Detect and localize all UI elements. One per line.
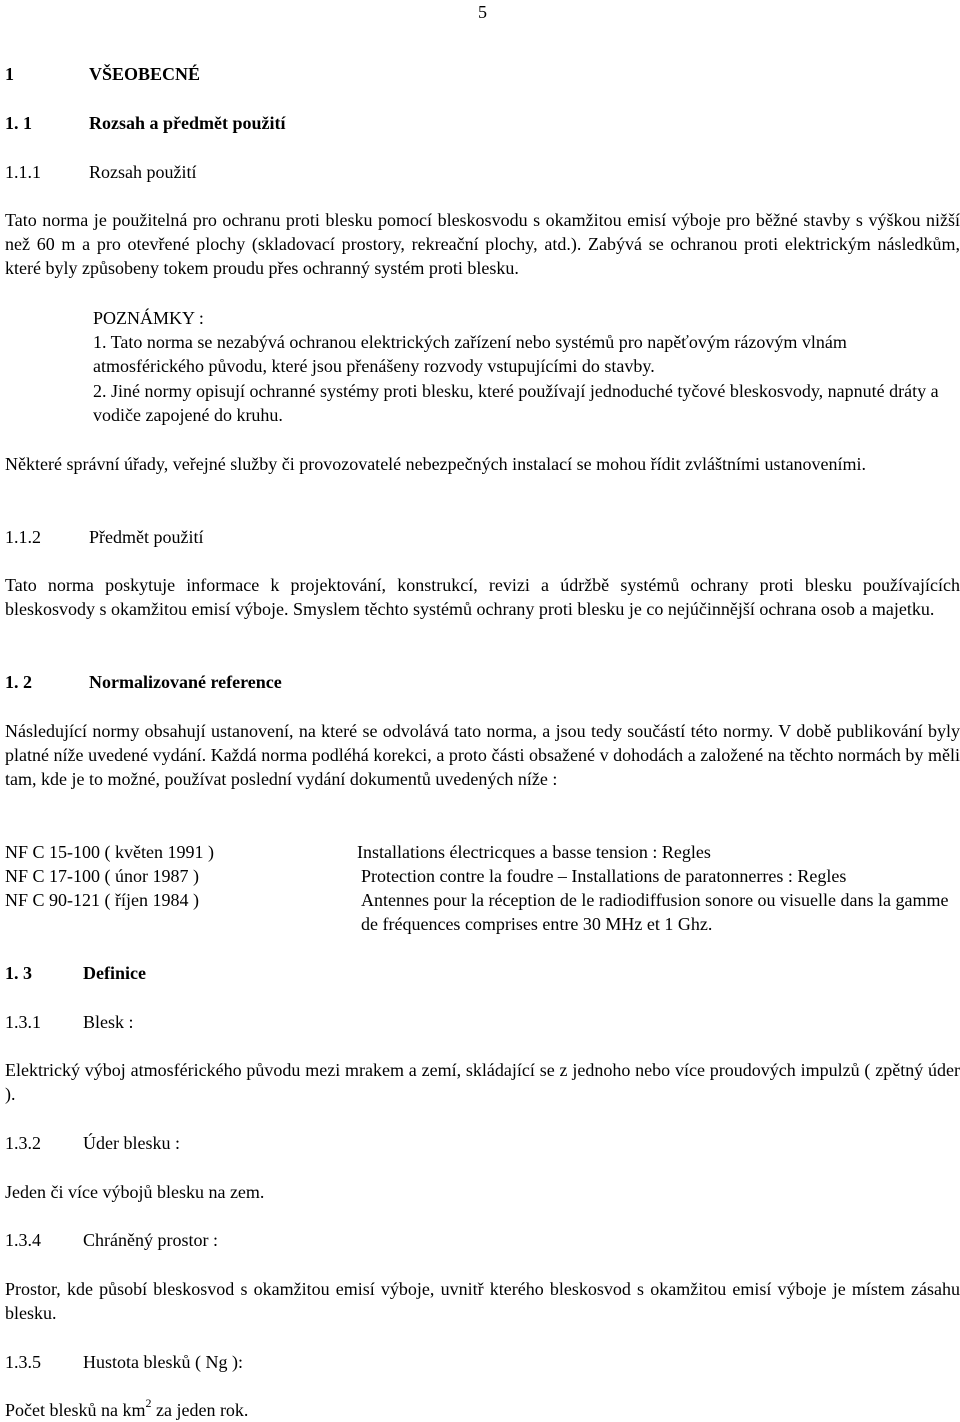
heading-number: 1. 2 xyxy=(5,672,32,692)
heading-section-1-1 xyxy=(5,111,286,135)
page-number: 5 xyxy=(478,2,487,22)
heading-number: 1.3.5 xyxy=(5,1352,41,1372)
paragraph-authorities: Některé správní úřady, veřejné služby či provozovatelé nebezpečných instalací se mohou řídit zvláštními ustanoveními. xyxy=(5,454,867,474)
definition-protected-space: Prostor, kde působí bleskosvod s okamžitou emisí výboje, uvnitř kterého bleskosvod s okamžitou emisí výboje je místem zásahu blesku. xyxy=(5,1279,960,1323)
reference-title: Protection contre la foudre – Installations de paratonnerres : Regles xyxy=(361,866,847,886)
heading-section-1-1-2 xyxy=(5,525,203,549)
heading-section-1-1-1 xyxy=(5,160,196,184)
heading-definition-1-3-2 xyxy=(5,1131,180,1155)
heading-number: 1.3.4 xyxy=(5,1230,41,1250)
heading-definition-1-3-1 xyxy=(5,1010,134,1034)
heading-title: Chráněný prostor : xyxy=(83,1230,218,1250)
reference-code: NF C 17-100 ( únor 1987 ) xyxy=(5,866,199,886)
definition-lightning-density xyxy=(5,1398,960,1422)
heading-number: 1. 1 xyxy=(5,113,32,133)
density-text-end: za jeden rok. xyxy=(151,1400,249,1420)
definition-lightning: Elektrický výboj atmosférického původu mezi mrakem a zemí, skládající se z jednoho nebo více proudových impulzů ( zpětný úder ). xyxy=(5,1060,960,1104)
heading-number: 1 xyxy=(5,64,14,84)
heading-title: Rozsah použití xyxy=(89,162,197,182)
note-1: 1. Tato norma se nezabývá ochranou elektrických zařízení nebo systémů pro napěťovým rázovým vlnám atmosférického původu, které jsou přenášeny rozvody vstupujícími do stavby. xyxy=(93,332,847,376)
heading-title: Definice xyxy=(83,963,146,983)
heading-title: Blesk : xyxy=(83,1012,134,1032)
heading-section-1-2 xyxy=(5,670,282,694)
heading-title: Úder blesku : xyxy=(83,1133,180,1153)
paragraph-scope: Tato norma je použitelná pro ochranu proti blesku pomocí bleskosvodu s okamžitou emisí výboje pro běžné stavby s výškou nižší než 60 m a pro otevřené plochy (skladovací prostory, rekreační plochy, atd.). Zabývá se ochranou proti elektrickým následkům, které byly způsobeny tokem proudu přes ochranný systém proti blesku. xyxy=(5,210,960,278)
heading-section-1 xyxy=(5,62,200,86)
reference-row xyxy=(5,840,960,864)
reference-title: Installations électricques a basse tension : Regles xyxy=(357,842,711,862)
heading-title: Hustota blesků ( Ng ): xyxy=(83,1352,243,1372)
heading-definition-1-3-5 xyxy=(5,1350,243,1374)
heading-title: VŠEOBECNÉ xyxy=(89,64,201,84)
density-text: Počet blesků na km xyxy=(5,1400,146,1420)
heading-definition-1-3-4 xyxy=(5,1228,218,1252)
heading-title: Normalizované reference xyxy=(89,672,282,692)
reference-code: NF C 15-100 ( květen 1991 ) xyxy=(5,842,214,862)
paragraph-references: Následující normy obsahují ustanovení, na které se odvolává tato norma, a jsou tedy součástí této normy. V době publikování byly platné níže uvedené vydání. Každá norma podléhá korekci, a proto části obsažené v dohodách a založené na těchto normách by měli tam, kde je to možné, používat poslední vydání dokumentů uvedených níže : xyxy=(5,721,960,789)
reference-code: NF C 90-121 ( říjen 1984 ) xyxy=(5,890,199,910)
heading-number: 1.1.2 xyxy=(5,527,41,547)
heading-number: 1. 3 xyxy=(5,963,32,983)
paragraph-purpose: Tato norma poskytuje informace k projektování, konstrukcí, revizi a údržbě systémů ochrany proti blesku používajících bleskosvody s okamžitou emisí výboje. Smyslem těchto systémů ochrany proti blesku je co nejúčinnější ochrana osob a majetku. xyxy=(5,575,960,619)
heading-title: Rozsah a předmět použití xyxy=(89,113,286,133)
superscript-2: 2 xyxy=(145,1396,152,1410)
heading-number: 1.3.2 xyxy=(5,1133,41,1153)
reference-title: Antennes pour la réception de le radiodiffusion sonore ou visuelle dans la gamme de fréquences comprises entre 30 MHz et 1 Ghz. xyxy=(361,890,949,934)
note-2: 2. Jiné normy opisují ochranné systémy proti blesku, které používají jednoduché tyčové bleskosvody, napnuté dráty a vodiče zapojené do kruhu. xyxy=(93,381,939,425)
heading-number: 1.1.1 xyxy=(5,162,41,182)
heading-title: Předmět použití xyxy=(89,527,204,547)
reference-row xyxy=(5,864,960,888)
definition-lightning-strike: Jeden či více výbojů blesku na zem. xyxy=(5,1182,265,1202)
notes-label: POZNÁMKY : xyxy=(93,308,204,328)
reference-row xyxy=(5,888,960,934)
heading-number: 1.3.1 xyxy=(5,1012,41,1032)
heading-section-1-3 xyxy=(5,961,146,985)
